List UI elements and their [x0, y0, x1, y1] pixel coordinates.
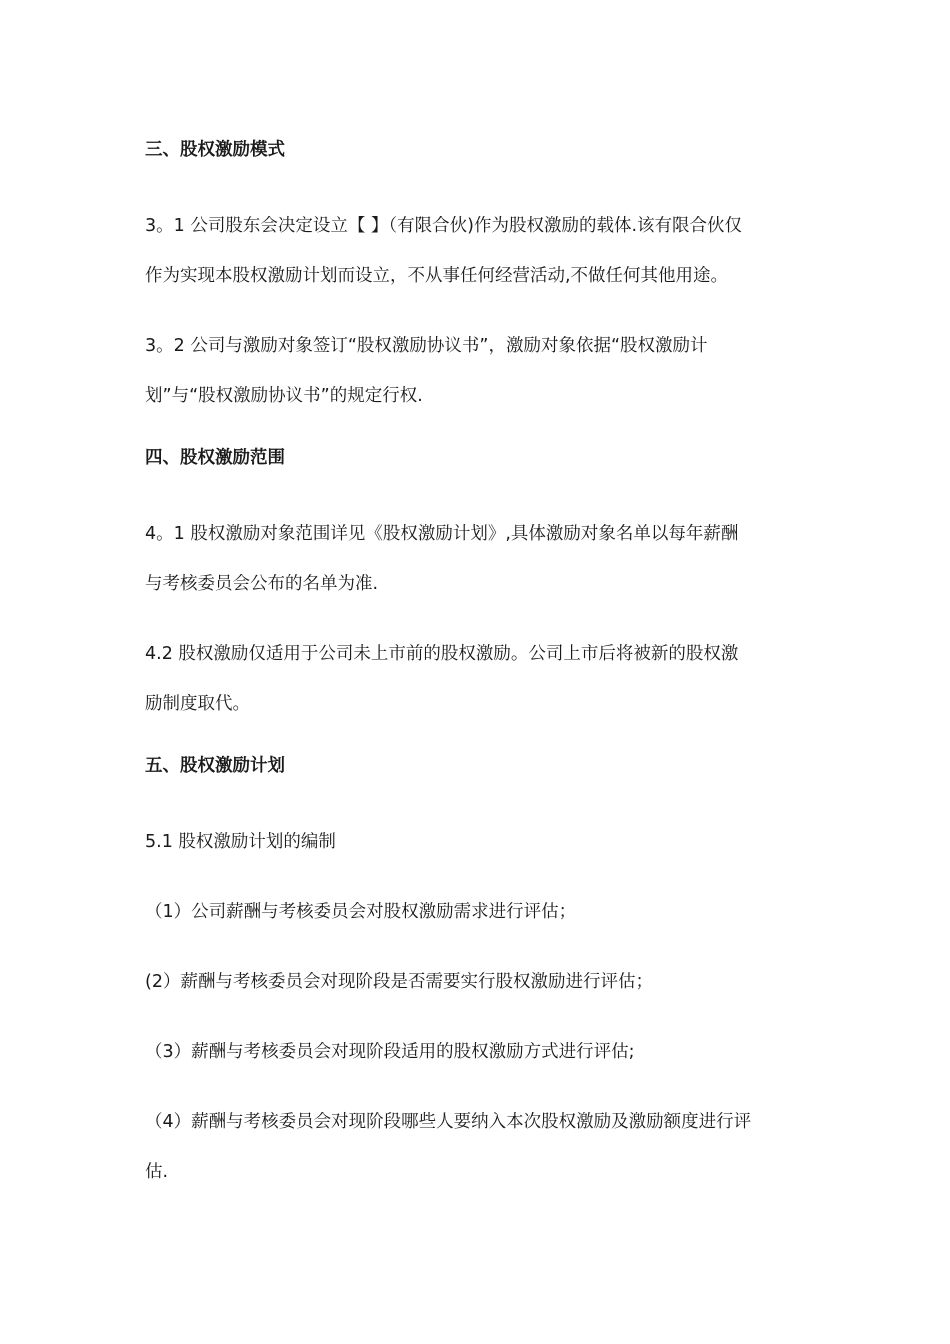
section-heading-4: 四、股权激励范围 [145, 448, 285, 468]
paragraph-line: 3。1 公司股东会决定设立【 】（有限合伙)作为股权激励的载体.该有限合伙仅 [145, 216, 743, 236]
paragraph-line: （3）薪酬与考核委员会对现阶段适用的股权激励方式进行评估; [145, 1042, 635, 1062]
paragraph-line: 4。1 股权激励对象范围详见《股权激励计划》,具体激励对象名单以每年薪酬 [145, 524, 739, 544]
paragraph-line: （1）公司薪酬与考核委员会对股权激励需求进行评估； [145, 902, 577, 922]
list-item-1 [145, 887, 815, 937]
paragraph-line: 5.1 股权激励计划的编制 [145, 832, 336, 852]
paragraph-3-2 [145, 321, 815, 421]
paragraph-line: (2）薪酬与考核委员会对现阶段是否需要实行股权激励进行评估； [145, 972, 653, 992]
paragraph-4-2 [145, 629, 815, 729]
section-heading-5: 五、股权激励计划 [145, 756, 285, 776]
document-body [145, 133, 815, 1217]
paragraph-5-1 [145, 817, 815, 867]
paragraph-line: 4.2 股权激励仅适用于公司未上市前的股权激励。公司上市后将被新的股权激 [145, 644, 739, 664]
list-item-4 [145, 1097, 815, 1197]
list-item-2 [145, 957, 815, 1007]
paragraph-line: 3。2 公司与激励对象签订“股权激励协议书”，激励对象依据“股权激励计 [145, 336, 708, 356]
list-item-3 [145, 1027, 815, 1077]
paragraph-line: 划”与“股权激励协议书”的规定行权. [145, 386, 423, 406]
paragraph-3-1 [145, 201, 815, 301]
paragraph-line: 励制度取代。 [145, 694, 250, 714]
paragraph-line: 估. [145, 1162, 169, 1182]
paragraph-line: 作为实现本股权激励计划而设立，不从事任何经营活动,不做任何其他用途。 [145, 266, 729, 286]
paragraph-line: （4）薪酬与考核委员会对现阶段哪些人要纳入本次股权激励及激励额度进行评 [145, 1112, 752, 1132]
paragraph-4-1 [145, 509, 815, 609]
paragraph-line: 与考核委员会公布的名单为准. [145, 574, 379, 594]
section-heading-3: 三、股权激励模式 [145, 140, 285, 160]
